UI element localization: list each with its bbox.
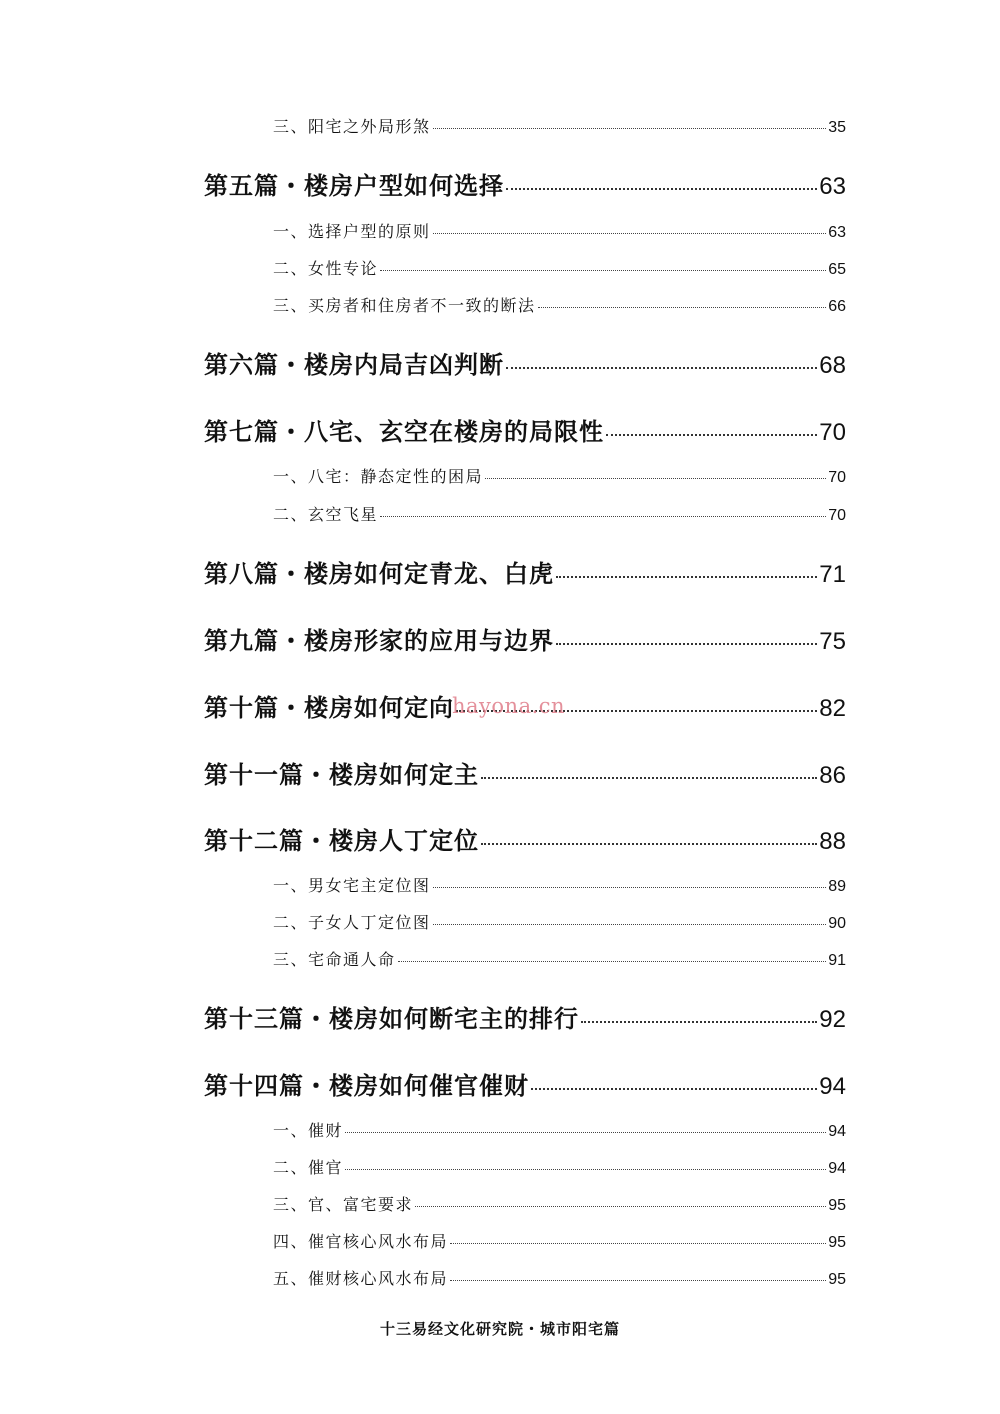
toc-entry-page: 70: [828, 507, 846, 524]
dot-leader: [398, 961, 827, 962]
dot-leader: [450, 1280, 826, 1281]
toc-entry-title: 一、催财: [273, 1121, 344, 1140]
toc-entry-title: 第十篇・楼房如何定向: [204, 694, 454, 722]
dot-leader: [345, 1169, 826, 1170]
dot-leader: [481, 843, 817, 845]
toc-entry: [204, 755, 846, 790]
dot-leader: [450, 1243, 826, 1244]
toc-entry-page: 75: [819, 628, 846, 655]
toc-entry-page: 88: [819, 828, 846, 855]
toc-entry: [273, 1192, 846, 1215]
toc-entry-page: 63: [819, 173, 846, 200]
toc-entry-title: 第五篇・楼房户型如何选择: [204, 172, 504, 200]
toc-entry-page: 90: [828, 915, 846, 932]
toc-entry-title: 一、选择户型的原则: [273, 222, 431, 241]
toc-entry: [273, 219, 846, 242]
toc-entry: [273, 910, 846, 933]
toc-entry: [273, 1229, 846, 1252]
toc-entry-title: 二、子女人丁定位图: [273, 913, 431, 932]
toc-entry-page: 89: [828, 878, 846, 895]
toc-entry-page: 82: [819, 695, 846, 722]
toc-entry-title: 第八篇・楼房如何定青龙、白虎: [204, 560, 554, 588]
dot-leader: [433, 233, 827, 234]
toc-entry-title: 三、官、富宅要求: [273, 1195, 414, 1214]
toc-entry-page: 35: [828, 119, 846, 136]
toc-entry-title: 五、催财核心风水布局: [273, 1269, 449, 1288]
dot-leader: [606, 434, 817, 436]
dot-leader: [481, 777, 817, 779]
toc-entry: [273, 947, 846, 970]
dot-leader: [531, 1088, 817, 1090]
toc-entry-page: 63: [828, 224, 846, 241]
dot-leader: [581, 1021, 817, 1023]
toc-entry-title: 三、买房者和住房者不一致的断法: [273, 296, 536, 315]
toc-entry: [204, 166, 846, 201]
toc-entry-title: 三、宅命通人命: [273, 950, 396, 969]
dot-leader: [538, 307, 827, 308]
toc-entry-page: 95: [828, 1234, 846, 1251]
dot-leader: [556, 576, 817, 578]
toc-entry-title: 二、催官: [273, 1158, 344, 1177]
toc-entry: [204, 621, 846, 656]
toc-entry: [204, 554, 846, 589]
watermark: hayona.cn: [452, 694, 566, 718]
toc-entry: [273, 1155, 846, 1178]
toc-entry-page: 95: [828, 1197, 846, 1214]
toc-entry-title: 二、玄空飞星: [273, 505, 379, 524]
toc-entry: [204, 345, 846, 380]
dot-leader: [433, 887, 827, 888]
toc-entry-title: 第十二篇・楼房人丁定位: [204, 827, 479, 855]
toc-entry: [273, 293, 846, 316]
toc-entry: [273, 1266, 846, 1289]
dot-leader: [433, 924, 827, 925]
toc-entry-title: 第七篇・八宅、玄空在楼房的局限性: [204, 418, 604, 446]
dot-leader: [506, 188, 817, 190]
toc-entry: [204, 821, 846, 856]
toc-entry-page: 94: [828, 1123, 846, 1140]
toc-entry: [273, 256, 846, 279]
dot-leader: [506, 367, 817, 369]
dot-leader: [433, 128, 827, 129]
toc-entry-title: 第九篇・楼房形家的应用与边界: [204, 627, 554, 655]
dot-leader: [556, 643, 817, 645]
toc-entry-title: 二、女性专论: [273, 259, 379, 278]
dot-leader: [485, 478, 826, 479]
dot-leader: [415, 1206, 826, 1207]
toc-entry-page: 66: [828, 298, 846, 315]
toc-entry-page: 71: [819, 561, 846, 588]
toc-entry: [204, 999, 846, 1034]
toc-entry-page: 94: [819, 1073, 846, 1100]
page-footer: 十三易经文化研究院・城市阳宅篇: [379, 1320, 620, 1338]
toc-entry-page: 70: [828, 469, 846, 486]
toc-entry-title: 四、催官核心风水布局: [273, 1232, 449, 1251]
toc-entry-page: 91: [828, 952, 846, 969]
toc-entry-title: 第十四篇・楼房如何催官催财: [204, 1072, 529, 1100]
toc-entry: [273, 873, 846, 896]
toc-entry-page: 95: [828, 1271, 846, 1288]
toc-entry-title: 一、男女宅主定位图: [273, 876, 431, 895]
toc-entry-title: 第十一篇・楼房如何定主: [204, 761, 479, 789]
toc-entry: [204, 412, 846, 447]
toc-entry-page: 65: [828, 261, 846, 278]
dot-leader: [380, 270, 826, 271]
dot-leader: [345, 1132, 826, 1133]
toc-entry: [273, 502, 846, 525]
toc-entry-title: 三、阳宅之外局形煞: [273, 117, 431, 136]
toc-entry-page: 86: [819, 762, 846, 789]
toc-entry-title: 第六篇・楼房内局吉凶判断: [204, 351, 504, 379]
toc-entry-page: 92: [819, 1006, 846, 1033]
toc-entry: [204, 1066, 846, 1101]
toc-entry: [273, 464, 846, 487]
toc-entry-title: 第十三篇・楼房如何断宅主的排行: [204, 1005, 579, 1033]
toc-entry: [273, 1118, 846, 1141]
toc-entry-page: 70: [819, 419, 846, 446]
toc-entry-title: 一、八宅：静态定性的困局: [273, 467, 484, 486]
toc-entry-page: 94: [828, 1160, 846, 1177]
toc-entry: [273, 114, 846, 137]
toc-entry-page: 68: [819, 352, 846, 379]
dot-leader: [380, 516, 826, 517]
